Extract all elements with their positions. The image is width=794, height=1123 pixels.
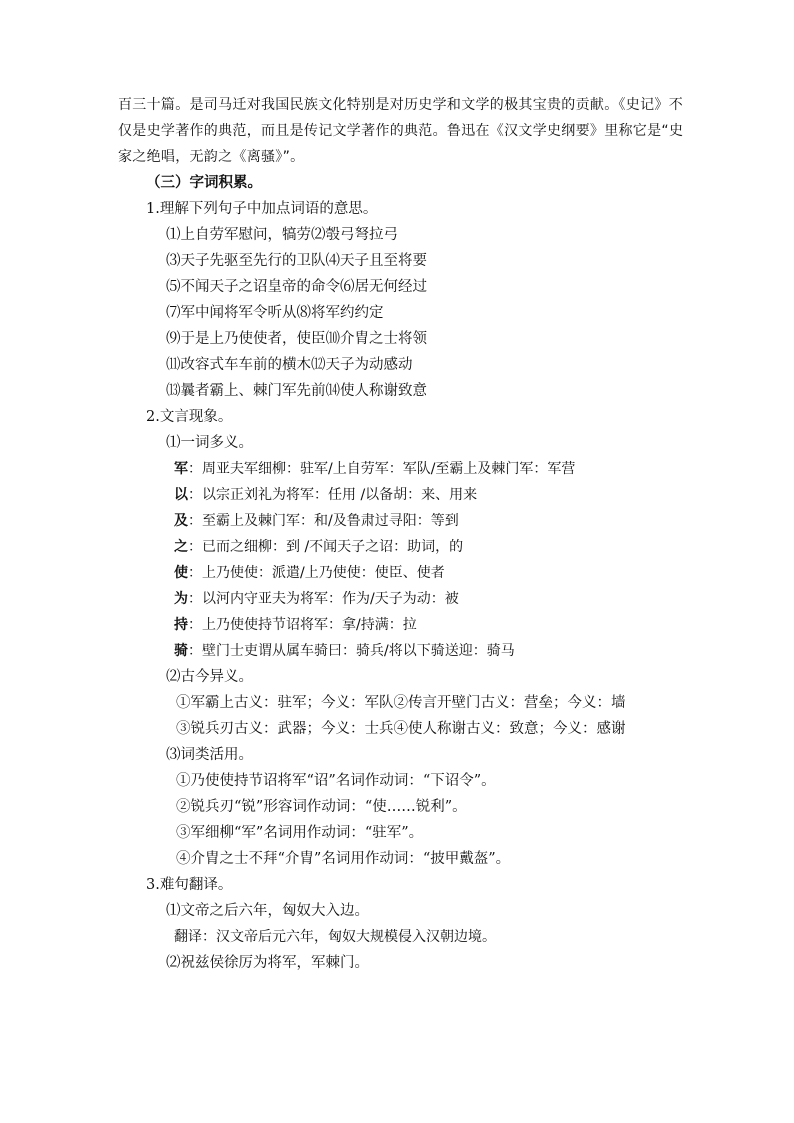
section-heading: （三）字词积累。 [146, 174, 262, 191]
intro-line-3: 家之绝唱，无韵之《离骚》”。 [118, 149, 305, 165]
polysemy-text: ：上乃使使持节诏将军：拿/持满：拉 [188, 617, 417, 633]
intro-line-1: 百三十篇。是司马迁对我国民族文化特别是对历史学和文学的极其宝贵的贡献。《史记》不 [118, 97, 683, 113]
list-item: ⑶天子先驱至先行的卫队⑷天子且至将要 [166, 253, 427, 269]
question-2-title: 2.文言现象。 [146, 409, 233, 425]
polysemy-entry [118, 534, 678, 560]
intro-line-2: 仅是史学著作的典范，而且是传记文学著作的典范。鲁迅在《汉文学史纲要》里称它是“史 [118, 123, 684, 139]
sentence-2: ⑵祝兹侯徐厉为将军，军棘门。 [166, 955, 369, 971]
polysemy-term: 及 [174, 513, 188, 529]
polysemy-text: ：以河内守亚夫为将军：作为/天子为动：被 [188, 591, 459, 607]
sentence-1: ⑴文帝之后六年，匈奴大入边。 [166, 903, 369, 919]
polysemy-term: 骑 [174, 643, 188, 659]
list-item: ⑴上自劳军慰问，犒劳⑵彀弓弩拉弓 [166, 227, 398, 243]
list-item: ③军细柳“军”名词用作动词：“驻军”。 [176, 825, 424, 841]
polysemy-entry [118, 560, 678, 586]
polysemy-text: ：壁门士吏谓从属车骑曰：骑兵/将以下骑送迎：骑马 [188, 643, 515, 659]
polysemy-term: 使 [174, 565, 188, 581]
list-item: ⒀曩者霸上、棘门军先前⒁使人称谢致意 [166, 383, 427, 399]
list-item: ②锐兵刃“锐”形容词作动词：“使……锐利”。 [176, 799, 467, 815]
question-1-title: 1.理解下列句子中加点词语的意思。 [146, 201, 378, 217]
document-content [118, 92, 684, 976]
polysemy-entry [118, 456, 678, 482]
list-item: ⑾改容式车车前的横木⑿天子为动感动 [166, 357, 413, 373]
question-3-title: 3.难句翻译。 [146, 877, 233, 893]
polysemy-text: ：以宗正刘礼为将军：任用 /以备胡：来、用来 [188, 487, 478, 503]
sub-3-title: ⑶词类活用。 [166, 747, 253, 763]
polysemy-entry [118, 586, 678, 612]
polysemy-entry [118, 612, 678, 638]
sub-2-title: ⑵古今异义。 [166, 669, 253, 685]
polysemy-term: 持 [174, 617, 188, 633]
polysemy-entry [118, 638, 678, 664]
polysemy-term: 之 [174, 539, 188, 555]
polysemy-text: ：周亚夫军细柳：驻军/上自劳军：军队/至霸上及棘门军：军营 [188, 461, 576, 477]
polysemy-term: 为 [174, 591, 188, 607]
list-item: ③锐兵刃古义：武器；今义：士兵④使人称谢古义：致意；今义：感谢 [176, 721, 626, 737]
polysemy-text: ：上乃使使：派遣/上乃使使：使臣、使者 [188, 565, 445, 581]
polysemy-entry [118, 482, 678, 508]
polysemy-term: 以 [174, 487, 188, 503]
list-item: ⑸不闻天子之诏皇帝的命令⑹居无何经过 [166, 279, 427, 295]
list-item: ⑼于是上乃使使者，使臣⑽介胄之士将领 [166, 331, 427, 347]
list-item: ①军霸上古义：驻军；今义：军队②传言开壁门古义：营垒；今义：墙 [176, 695, 626, 711]
polysemy-term: 军 [174, 461, 188, 477]
polysemy-entry [118, 508, 678, 534]
sub-1-title: ⑴一词多义。 [166, 435, 253, 451]
polysemy-text: ：已而之细柳：到 /不闻天子之诏：助词，的 [188, 539, 464, 555]
translation-1: 翻译：汉文帝后元六年，匈奴大规模侵入汉朝边境。 [174, 929, 496, 945]
list-item: ⑺军中闻将军令听从⑻将军约约定 [166, 305, 384, 321]
list-item: ④介胄之士不拜“介胄”名词用作动词：“披甲戴盔”。 [176, 851, 511, 867]
list-item: ①乃使使持节诏将军“诏”名词作动词：“下诏令”。 [176, 773, 496, 789]
polysemy-text: ：至霸上及棘门军：和/及鲁肃过寻阳：等到 [188, 513, 459, 529]
